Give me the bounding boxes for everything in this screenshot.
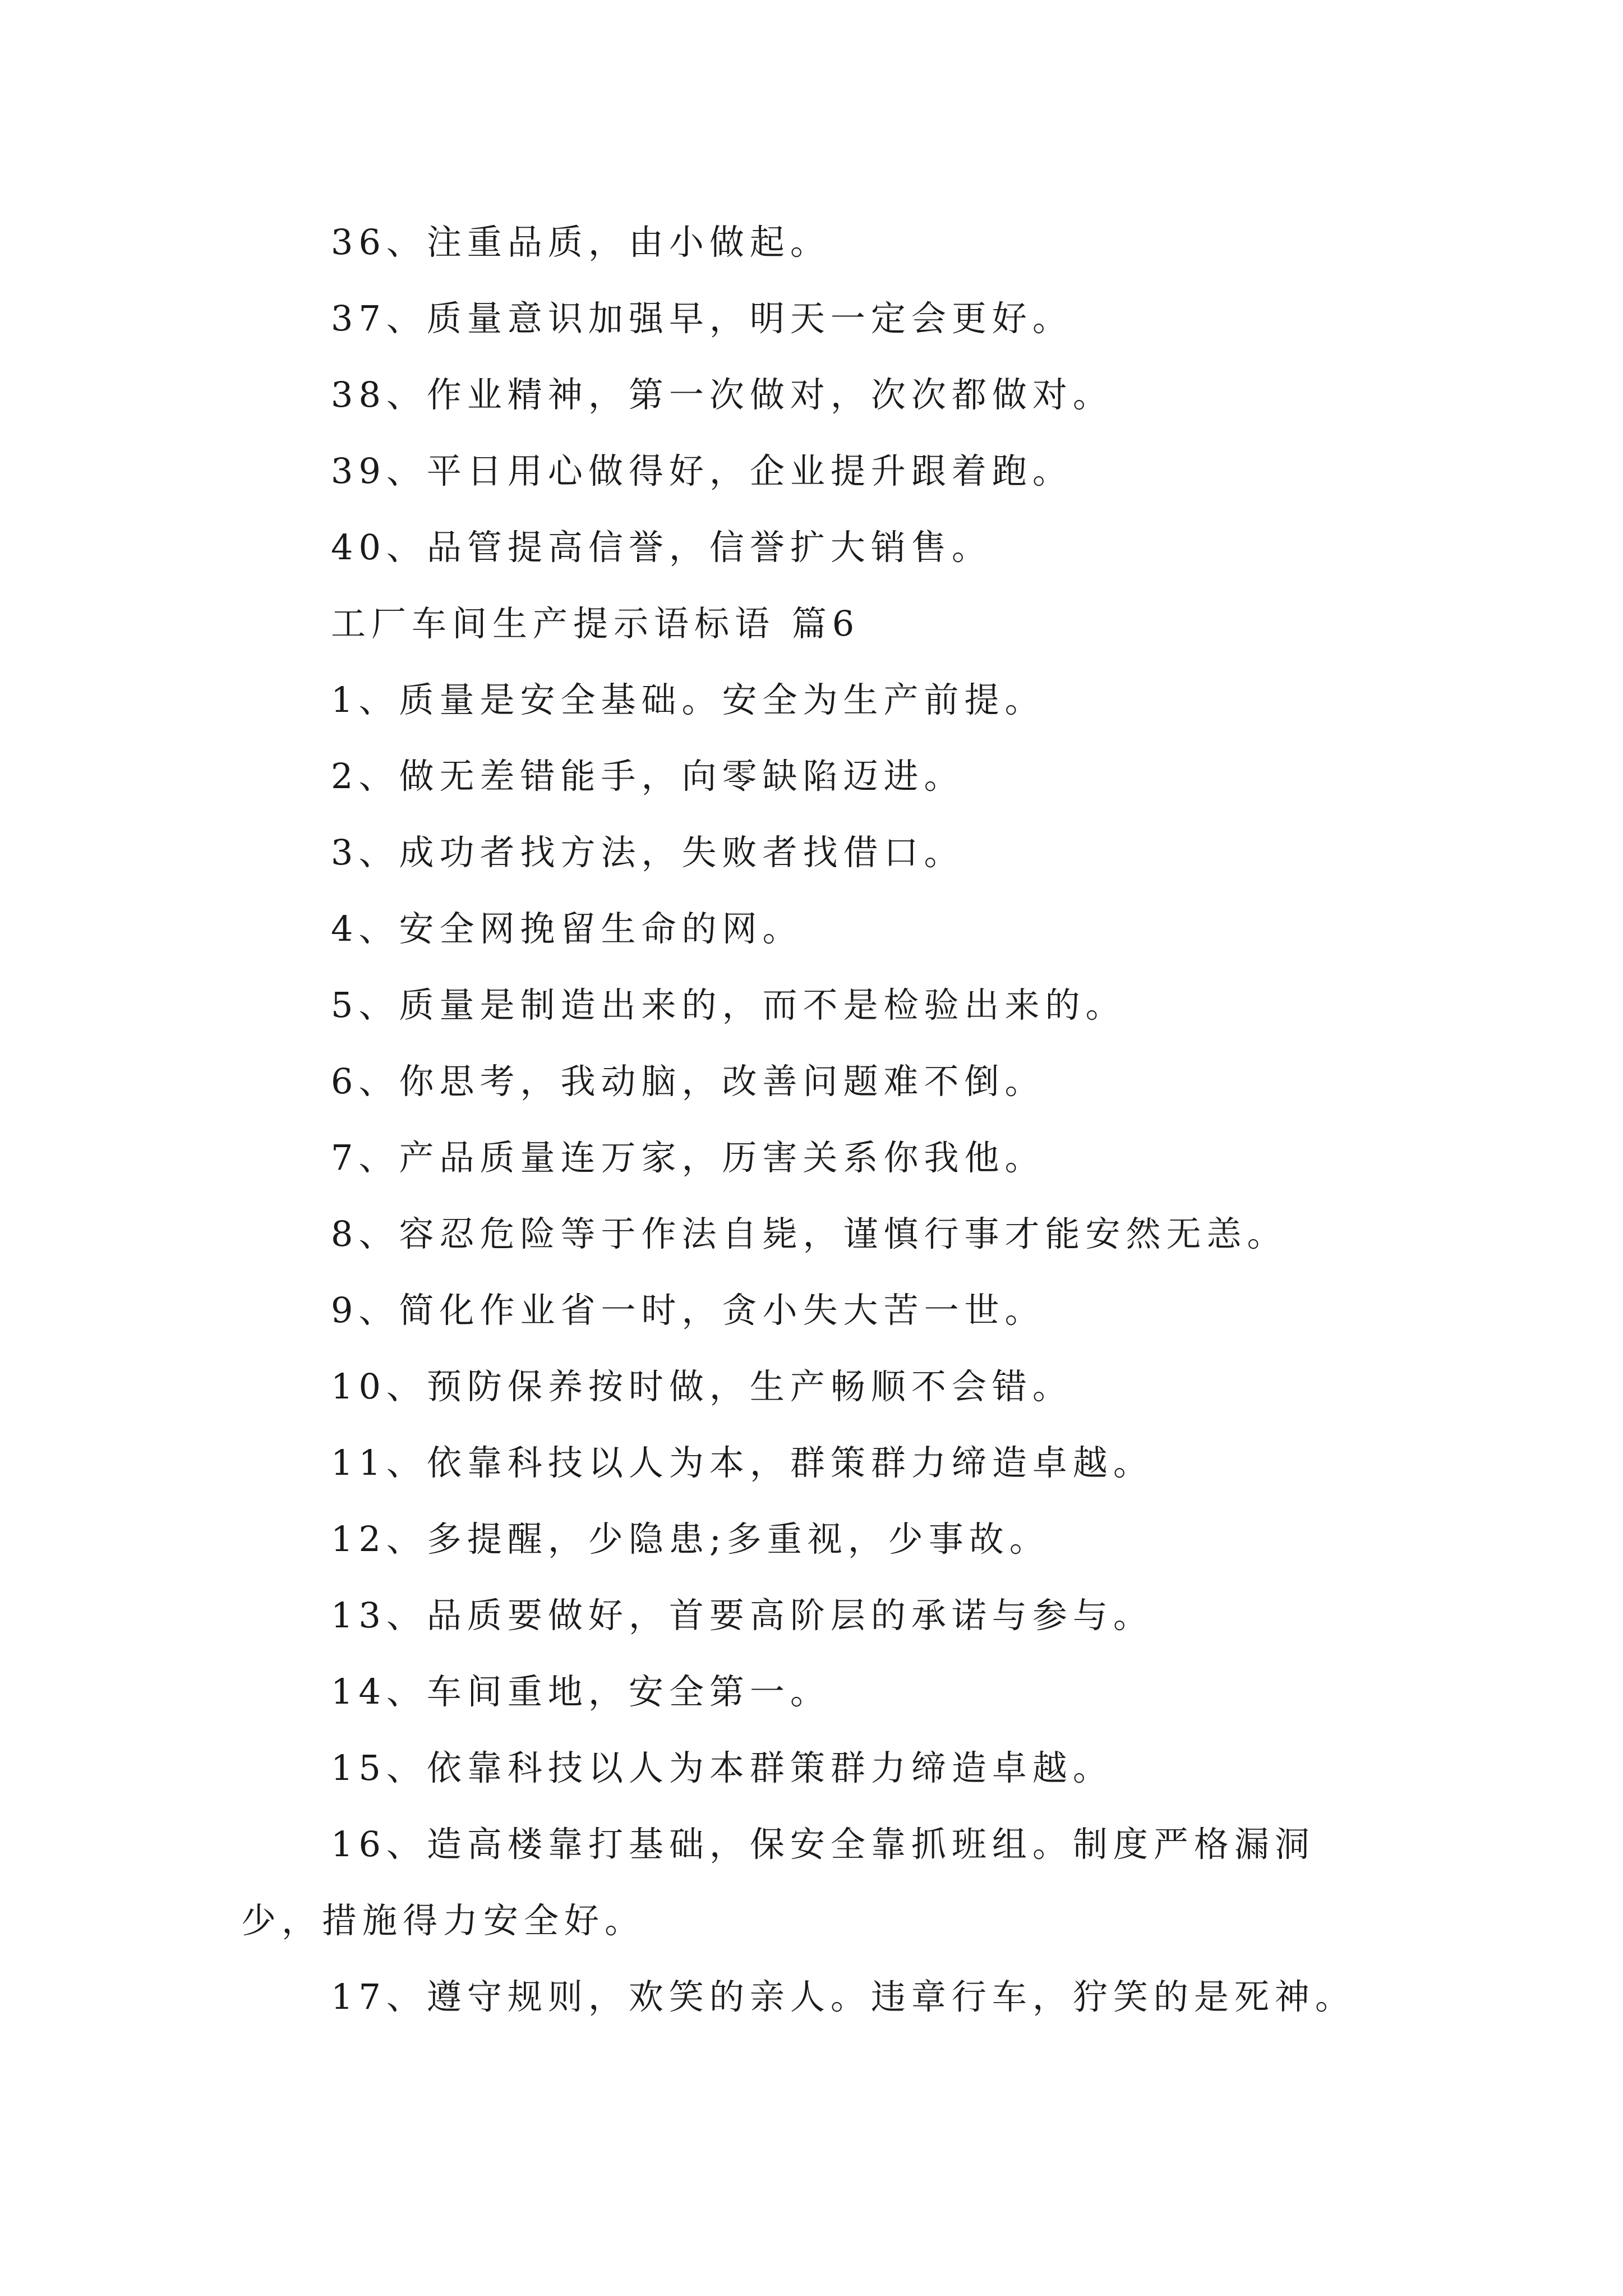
- slogan-15: 15、依靠科技以人为本群策群力缔造卓越。: [331, 1747, 1113, 1788]
- slogan-2: 2、做无差错能手，向零缺陷迈进。: [331, 756, 965, 797]
- slogan-9: 9、简化作业省一时，贪小失大苦一世。: [331, 1290, 1045, 1331]
- slogan-6: 6、你思考，我动脑，改善问题难不倒。: [331, 1061, 1045, 1102]
- slogan-16: 16、造高楼靠打基础，保安全靠抓班组。制度严格漏洞: [331, 1824, 1315, 1865]
- slogan-37: 37、质量意识加强早，明天一定会更好。: [331, 298, 1073, 339]
- slogan-3: 3、成功者找方法，失败者找借口。: [331, 832, 965, 873]
- slogan-14: 14、车间重地，安全第一。: [331, 1671, 831, 1712]
- slogan-17: 17、遵守规则，欢笑的亲人。违章行车，狞笑的是死神。: [331, 1976, 1355, 2017]
- section-heading: 工厂车间生产提示语标语 篇6: [331, 603, 860, 644]
- slogan-5: 5、质量是制造出来的，而不是检验出来的。: [331, 984, 1126, 1025]
- slogan-4: 4、安全网挽留生命的网。: [331, 908, 803, 949]
- slogan-36: 36、注重品质，由小做起。: [331, 222, 831, 263]
- slogan-12: 12、多提醒，少隐患;多重视，少事故。: [331, 1519, 1050, 1559]
- slogan-11: 11、依靠科技以人为本，群策群力缔造卓越。: [331, 1442, 1154, 1483]
- slogan-16-continued: 少，措施得力安全好。: [241, 1900, 645, 1941]
- slogan-40: 40、品管提高信誉，信誉扩大销售。: [331, 527, 992, 568]
- slogan-39: 39、平日用心做得好，企业提升跟着跑。: [331, 450, 1073, 491]
- slogan-10: 10、预防保养按时做，生产畅顺不会错。: [331, 1366, 1073, 1407]
- slogan-38: 38、作业精神，第一次做对，次次都做对。: [331, 374, 1113, 415]
- slogan-13: 13、品质要做好，首要高阶层的承诺与参与。: [331, 1595, 1154, 1636]
- slogan-1: 1、质量是安全基础。安全为生产前提。: [331, 679, 1045, 720]
- slogan-7: 7、产品质量连万家，历害关系你我他。: [331, 1137, 1045, 1178]
- slogan-8: 8、容忍危险等于作法自毙，谨慎行事才能安然无恙。: [331, 1213, 1288, 1254]
